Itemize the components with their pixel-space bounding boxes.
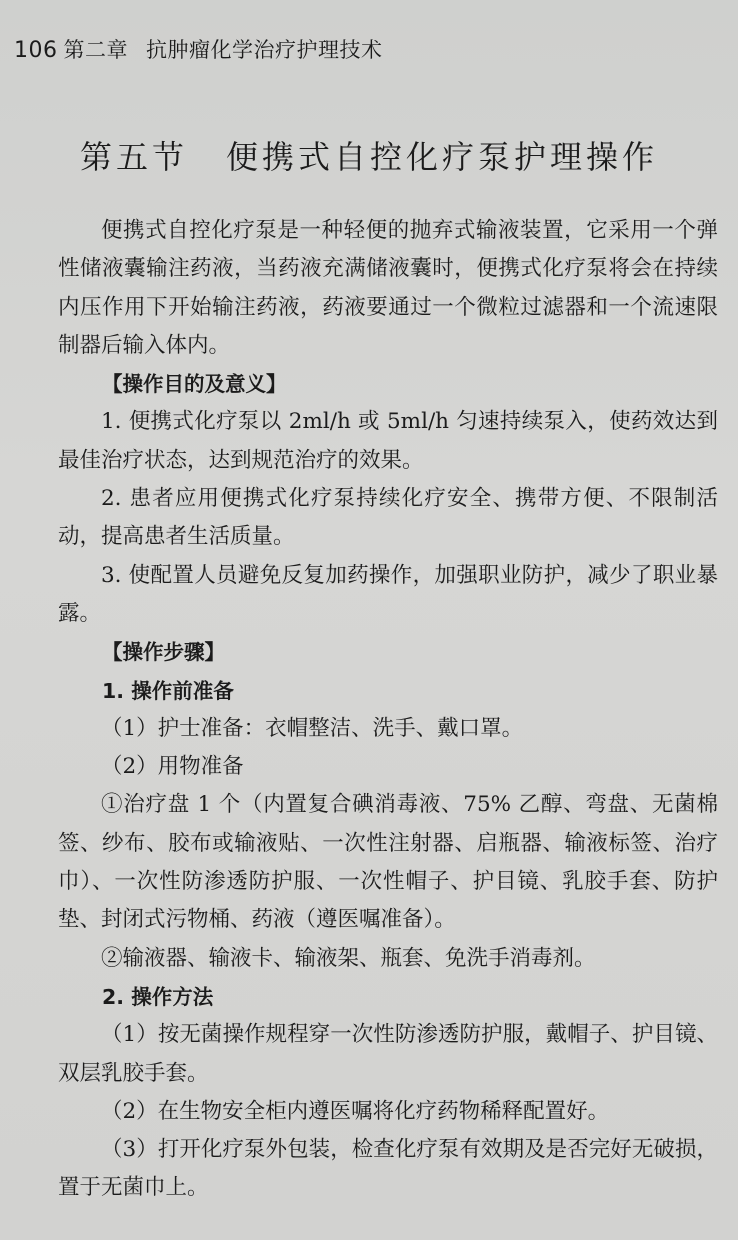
purpose-item-1: 1. 便携式化疗泵以 2ml/h 或 5ml/h 匀速持续泵入，使药效达到最佳治疗状态，达到规范治疗的效果。	[58, 409, 718, 473]
method-item-2: （2）在生物安全柜内遵医嘱将化疗药物稀释配置好。	[101, 1098, 610, 1124]
section-number: 第五节	[79, 138, 188, 176]
body-text	[58, 212, 718, 1208]
method-heading: 2. 操作方法	[102, 984, 214, 1009]
steps-heading: 【操作步骤】	[102, 640, 225, 665]
chapter-label: 第二章	[63, 38, 128, 62]
prep-item-1: （1）护士准备：衣帽整洁、洗手、戴口罩。	[101, 715, 524, 741]
prep-item-2a: ①治疗盘 1 个（内置复合碘消毒液、75% 乙醇、弯盘、无菌棉签、纱布、胶布或输液贴、一次性注射器、启瓶器、输液标签、治疗巾）、一次性防渗透防护服、一次性帽子、护目镜、乳胶手套、防护垫、封闭式污物桶、药液（遵医嘱准备）。	[58, 792, 718, 933]
prep-item-2b: ②输液器、输液卡、输液架、瓶套、免洗手消毒剂。	[101, 945, 596, 971]
method-item-3: （3）打开化疗泵外包装，检查化疗泵有效期及是否完好无破损，置于无菌巾上。	[58, 1137, 718, 1201]
running-header	[14, 34, 383, 64]
chapter-title: 抗肿瘤化学治疗护理技术	[146, 38, 383, 62]
purpose-item-2: 2. 患者应用便携式化疗泵持续化疗安全、携带方便、不限制活动，提高患者生活质量。	[58, 486, 718, 550]
purpose-heading: 【操作目的及意义】	[102, 372, 287, 397]
method-item-1: （1）按无菌操作规程穿一次性防渗透防护服，戴帽子、护目镜、双层乳胶手套。	[58, 1022, 718, 1086]
page-number: 106	[14, 38, 58, 63]
prep-heading: 1. 操作前准备	[102, 678, 234, 703]
prep-item-2: （2）用物准备	[101, 754, 244, 780]
intro-paragraph: 便携式自控化疗泵是一种轻便的抛弃式输液装置，它采用一个弹性储液囊输注药液，当药液充满储液囊时，便携式化疗泵将会在持续内压作用下开始输注药液，药液要通过一个微粒过滤器和一个流速限制器后输入体内。	[58, 218, 718, 358]
purpose-item-3: 3. 使配置人员避免反复加药操作，加强职业防护，减少了职业暴露。	[58, 562, 718, 626]
section-heading: 便携式自控化疗泵护理操作	[226, 138, 659, 176]
section-title	[0, 132, 738, 178]
